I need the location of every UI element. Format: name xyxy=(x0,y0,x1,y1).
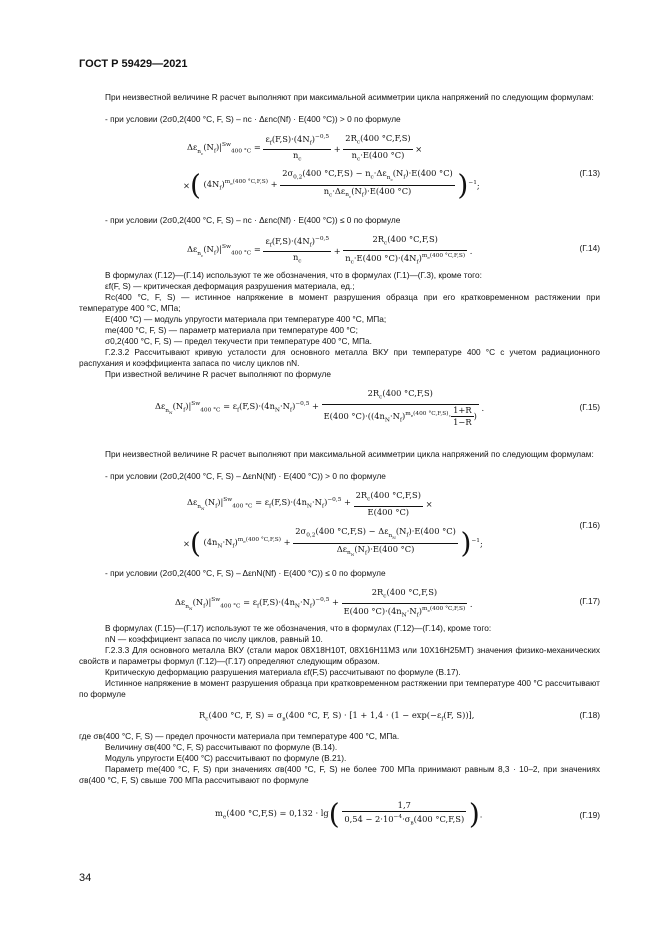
equation-number-g18: (Г.18) xyxy=(579,710,600,720)
paragraph-condition-4: - при условии (2σ0,2(400 °C, F, S) – ΔεnN(Nf) · E(400 °C)) ≤ 0 по формуле xyxy=(105,568,386,578)
equation-number-g16: (Г.16) xyxy=(579,520,600,530)
paragraph-def-sigma: σ0,2(400 °C, F, S) — предел текучести при температуре 400 °C, МПа. xyxy=(105,336,372,346)
equation-g16: $\Delta\varepsilon_{n_N}(N_f)|^{Sw}_{400 ^\circ C} = \varepsilon_f(F,S)\cdot(4n_N\cdot N_f)^{-0,5}$ + $\frac{2R_c(400 ^\circ C,F,S)}{E(400 ^\circ C)}$ × ×( $(4n_N\cdot N_f)^{m_e(400 ^\circ C,F,S)}$ + $2\sigma_{0,2}(400$ $^\circ C,F,S) - \Delta\varepsilon_{n_N}(N_f)\cdot E(400$ °C) $\Delta\varepsilon_{n_N}(N_f)\cdot E(400$ °C) )$^{-1}$; (Г.16) xyxy=(183,490,600,560)
paragraph-e-ref: Модуль упругости E(400 °C) рассчитывают по формуле (В.21). xyxy=(105,753,347,763)
equation-g14: $\Delta\varepsilon_{n_c}(N_f)|^{Sw}_{400 ^\circ C}$ = $\frac{\varepsilon_f(F,S)\cdot(4N_f)^{-0,5}}{n_c}$ + $\frac{2R_c(400 ^\circ C,F,S)}{n_c\cdot E(400 ^\circ C)\cdot(4N_f)^{m_e(400 ^\circ C,F,S)}}$ . (Г.14) xyxy=(79,232,600,264)
paragraph-critical-strain: Критическую деформацию разрушения материала εf(F,S) рассчитывают по формуле (В.17). xyxy=(105,667,461,677)
paragraph-sigma-b-ref: Величину σв(400 °C, F, S) рассчитывают по формуле (В.14). xyxy=(105,742,338,752)
equation-g19: $m_e(400$ °C,F,S) = 0,132 · lg( 1,7 $0,54 - 2\cdot 10^{-4}\cdot\sigma_в(400$ °C,F,S) ). (Г.19) xyxy=(215,797,600,831)
paragraph-me-param: Параметр me(400 °C, F, S) при значениях σв(400 °C, F, S) не более 700 МПа принимают равным 8,3 · 10–2, при значениях σв(400 °C, F, S) свыше 700 МПа рассчитывают по формуле xyxy=(79,764,600,785)
equation-number-g15: (Г.15) xyxy=(579,402,600,412)
page-number: 34 xyxy=(79,872,92,884)
paragraph-def-ef: εf(F, S) — критическая деформация разрушения материала, ед.; xyxy=(105,281,355,291)
paragraph-def-me: me(400 °C, F, S) — параметр материала при температуре 400 °C; xyxy=(105,325,358,335)
paragraph-condition-1: - при условии (2σ0,2(400 °C, F, S) – nc · Δεnc(Nf) · E(400 °C)) > 0 по формуле xyxy=(105,114,401,124)
equation-g15: $\Delta\varepsilon_{n_N}(N_f)|^{Sw}_{400 ^\circ C} = \varepsilon_f(F,S)\cdot(4n_N\cdot N_f)^{-0,5}$ + $2R_c(400$ °C,F,S) E(400 $^\circ C)\cdot((4n_N\cdot N_f)^{m_e(400 ^\circ C,F,S)}\cdot$ $\frac{1+R}{1-R}$ ) . (Г.15) xyxy=(155,388,600,427)
equation-number-g14: (Г.14) xyxy=(579,243,600,253)
paragraph-intro: При неизвестной величине R расчет выполняют при максимальной асимметрии цикла напряжений по следующим формулам: xyxy=(105,92,594,102)
paragraph-true-stress: Истинное напряжение в момент разрушения образца при кратковременном растяжении при температуре 400 °C рассчитывают по формуле xyxy=(79,678,600,699)
paragraph-known-r: При известной величине R расчет выполняют по формуле xyxy=(105,369,331,379)
paragraph-notation-intro-2: В формулах (Г.15)—(Г.17) используют те же обозначения, что в формулах (Г.12)—(Г.14), кроме того: xyxy=(105,623,492,633)
paragraph-unknown-r: При неизвестной величине R расчет выполняют при максимальной асимметрии цикла напряжений по следующим формулам: xyxy=(105,449,594,459)
paragraph-g233: Г.2.3.3 Для основного металла ВКУ (стали марок 08Х18Н10Т, 08Х16Н11М3 или 10Х16Н25МТ) значения физико-механических свойств и параметры формул (Г.12)—(Г.17) определяют следующим образом. xyxy=(79,645,600,666)
document-header: ГОСТ Р 59429—2021 xyxy=(79,58,188,70)
paragraph-g232: Г.2.3.2 Рассчитывают кривую усталости для основного металла ВКУ при температуре 400 °C с учетом радиационного распухания и коэффициента запаса по числу циклов nN. xyxy=(79,347,600,368)
paragraph-condition-3: - при условии (2σ0,2(400 °C, F, S) – ΔεnN(Nf) · E(400 °C)) > 0 по формуле xyxy=(105,471,386,481)
paragraph-notation-intro: В формулах (Г.12)—(Г.14) используют те же обозначения, что в формулах (Г.1)—(Г.3), кроме того: xyxy=(105,270,482,280)
paragraph-def-sigma-b: где σв(400 °C, F, S) — предел прочности материала при температуре 400 °C, МПа. xyxy=(79,731,400,741)
paragraph-def-nn: nN — коэффициент запаса по числу циклов, равный 10. xyxy=(105,634,323,644)
equation-g18: $R_c(400$ °C, F, $S) = \sigma_в(400$ °C, F, $S) \cdot [1 + 1,4 \cdot (1 - \exp(-\varepsilon_f(F$, S))], (Г.18) xyxy=(199,710,600,723)
equation-g13: $\Delta\varepsilon_{n_c}(N_f)|^{Sw}_{400 ^\circ C}$ = $\frac{\varepsilon_f(F,S)\cdot(4N_f)^{-0,5}}{n_c}$ + $\frac{2R_c(400 ^\circ C,F,S)}{n_c\cdot E(400 ^\circ C)}$ × ×( $(4N_f)^{m_e(400 ^\circ C,F,S)}$ + $2\sigma_{0,2}(400$ $^\circ C,F,S) - n_c\cdot\Delta\varepsilon_{n_c}(N_f)\cdot E(400$ °C) $n_c\cdot\Delta\varepsilon_{n_c}(N_f)\cdot E(400$ °C) )$^{-1}$; (Г.13) xyxy=(183,132,600,202)
paragraph-def-rc: Rc(400 °C, F, S) — истинное напряжение в момент разрушения образца при его кратковременном растяжении при температуре 400 °C, МПа; xyxy=(79,292,600,313)
equation-number-g19: (Г.19) xyxy=(579,810,600,820)
paragraph-def-e: E(400 °C) — модуль упругости материала при температуре 400 °C, МПа; xyxy=(105,314,387,324)
equation-number-g13: (Г.13) xyxy=(579,168,600,178)
equation-g17: $\Delta\varepsilon_{n_N}(N_f)|^{Sw}_{400 ^\circ C} = \varepsilon_f(F,S)\cdot(4n_N\cdot N_f)^{-0,5}$ + $\frac{2R_c(400 ^\circ C,F,S)}{E(400 ^\circ C)\cdot(4n_N\cdot N_f)^{m_e(400 ^\circ C,F,S)}}$ . (Г.17) xyxy=(79,585,600,619)
paragraph-condition-2: - при условии (2σ0,2(400 °C, F, S) – nc · Δεnc(Nf) · E(400 °C)) ≤ 0 по формуле xyxy=(105,215,401,225)
equation-number-g17: (Г.17) xyxy=(579,596,600,606)
